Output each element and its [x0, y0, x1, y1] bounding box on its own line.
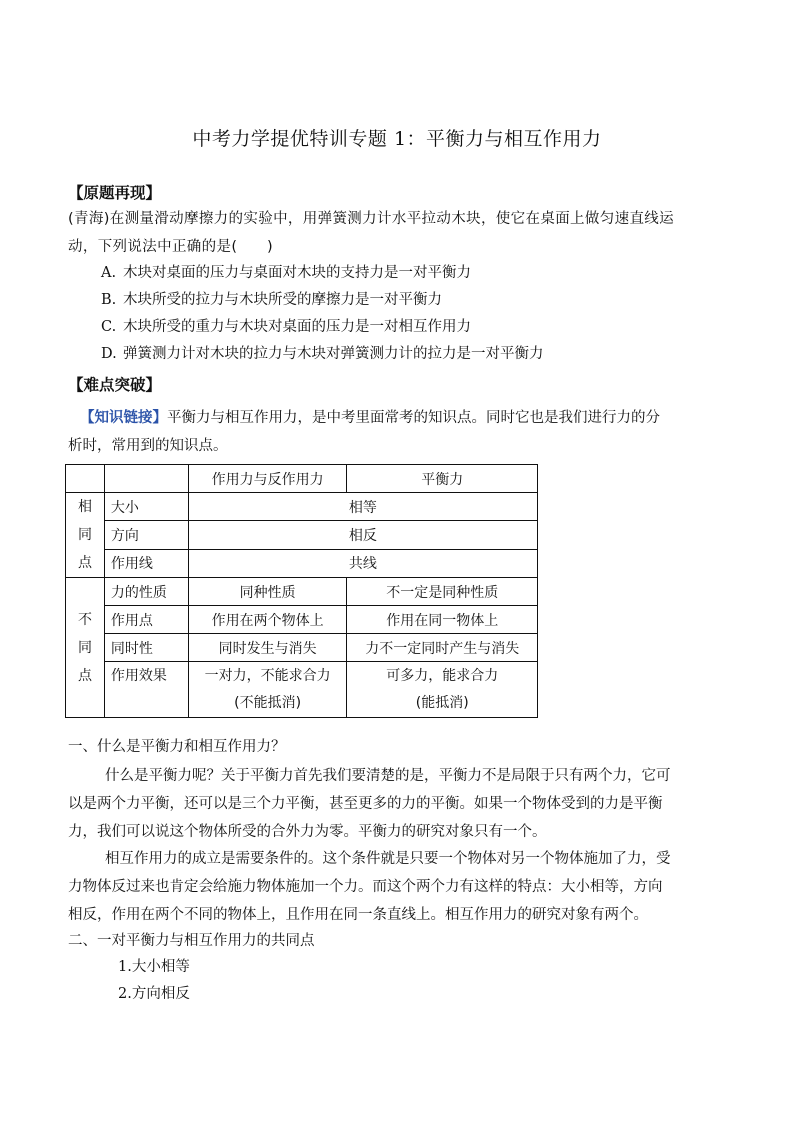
option-text: 弹簧测力计对木块的拉力与木块对弹簧测力计的拉力是一对平衡力	[123, 346, 544, 362]
option-text: 木块所受的拉力与木块所受的摩擦力是一对平衡力	[123, 292, 442, 308]
table-attr-cell: 同时性	[104, 634, 188, 662]
table-attr-cell: 方向	[104, 521, 188, 549]
question-text	[68, 205, 728, 261]
table-row	[66, 634, 538, 662]
same-points-group-label: 相 同 点	[66, 493, 105, 578]
section-heading-difficulty: 【难点突破】	[68, 375, 162, 394]
table-value-cell: 力不一定同时产生与消失	[347, 634, 538, 662]
knowledge-link-paragraph	[80, 404, 726, 432]
option-text: 木块对桌面的压力与桌面对木块的支持力是一对平衡力	[123, 265, 471, 281]
document-title: 中考力学提优特训专题 1：平衡力与相互作用力	[192, 128, 602, 150]
option-letter: C.	[101, 319, 117, 335]
table-value-cell: 不一定是同种性质	[347, 578, 538, 606]
table-value-cell: 作用在两个物体上	[188, 606, 347, 634]
question-line-1: (青海)在测量滑动摩擦力的实验中，用弹簧测力计水平拉动木块，使它在桌面上做匀速直线运	[68, 211, 675, 227]
table-row	[66, 493, 538, 521]
table-header-row	[66, 465, 538, 493]
table-header-cell: 平衡力	[347, 465, 538, 493]
list-item: 1.大小相等	[118, 959, 190, 975]
table-header-cell	[66, 465, 105, 493]
part2-heading: 二、一对平衡力与相互作用力的共同点	[68, 933, 315, 949]
table-attr-cell: 力的性质	[104, 578, 188, 606]
table-row	[66, 606, 538, 634]
question-line-2: 动，下列说法中正确的是( )	[68, 239, 274, 255]
comparison-table	[65, 464, 538, 718]
table-header-cell: 作用力与反作用力	[188, 465, 347, 493]
part1-paragraph-2	[68, 845, 726, 929]
knowledge-link-continued: 析时，常用到的知识点。	[68, 438, 228, 454]
option-d	[101, 344, 544, 364]
table-value-cell: 同种性质	[188, 578, 347, 606]
table-attr-cell: 大小	[104, 493, 188, 521]
section-heading-original-problem: 【原题再现】	[68, 183, 162, 202]
table-value-cell: 一对力，不能求合力 (不能抵消)	[188, 662, 347, 718]
option-letter: D.	[101, 346, 117, 362]
option-letter: B.	[101, 292, 117, 308]
paragraph-line: 什么是平衡力呢？关于平衡力首先我们要清楚的是，平衡力不是局限于只有两个力，它可	[105, 768, 671, 784]
part1-heading: 一、什么是平衡力和相互作用力？	[68, 739, 286, 755]
table-value-cell: 共线	[188, 549, 537, 577]
table-value-cell: 同时发生与消失	[188, 634, 347, 662]
paragraph-line: 相反，作用在两个不同的物体上，且作用在同一条直线上。相互作用力的研究对象有两个。	[68, 907, 648, 923]
list-item: 2.方向相反	[118, 986, 190, 1002]
table-row	[66, 578, 538, 606]
paragraph-line: 相互作用力的成立是需要条件的。这个条件就是只要一个物体对另一个物体施加了力，受	[105, 851, 671, 867]
paragraph-line: 以是两个力平衡，还可以是三个力平衡，甚至更多的力的平衡。如果一个物体受到的力是平衡	[68, 796, 663, 812]
option-a	[101, 263, 471, 283]
table-row	[66, 662, 538, 718]
table-row	[66, 549, 538, 577]
table-attr-cell: 作用线	[104, 549, 188, 577]
table-value-cell: 作用在同一物体上	[347, 606, 538, 634]
table-header-cell	[104, 465, 188, 493]
part1-paragraph-1	[68, 762, 726, 846]
option-b	[101, 290, 442, 310]
table-row	[66, 521, 538, 549]
table-value-cell: 相等	[188, 493, 537, 521]
option-letter: A.	[101, 265, 117, 281]
option-text: 木块所受的重力与木块对桌面的压力是一对相互作用力	[123, 319, 471, 335]
different-points-group-label: 不 同 点	[66, 578, 105, 718]
table-attr-cell: 作用点	[104, 606, 188, 634]
table-value-cell: 相反	[188, 521, 537, 549]
knowledge-link-label: 【知识链接】	[80, 410, 167, 426]
paragraph-line: 力物体反过来也肯定会给施力物体施加一个力。而这个两个力有这样的特点：大小相等，方向	[68, 879, 663, 895]
option-c	[101, 317, 471, 337]
knowledge-link-line-1: 平衡力与相互作用力，是中考里面常考的知识点。同时它也是我们进行力的分	[167, 410, 660, 426]
table-value-cell: 可多力，能求合力 (能抵消)	[347, 662, 538, 718]
paragraph-line: 力，我们可以说这个物体所受的合外力为零。平衡力的研究对象只有一个。	[68, 824, 547, 840]
table-attr-cell: 作用效果	[104, 662, 188, 718]
